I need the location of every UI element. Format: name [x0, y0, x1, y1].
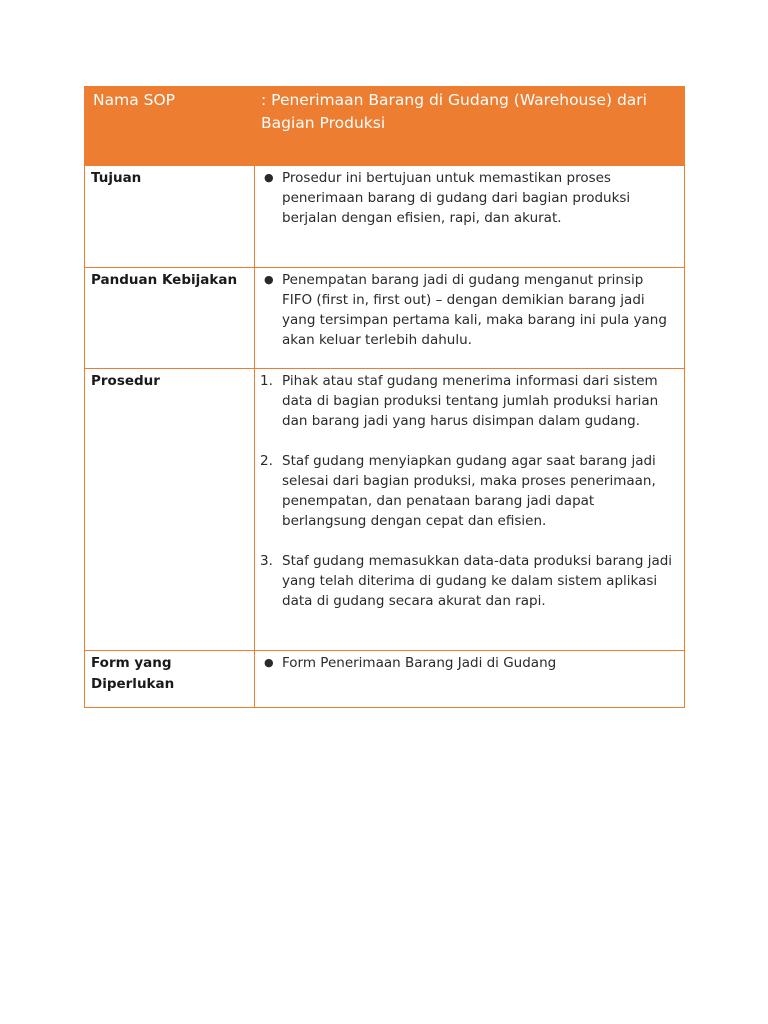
step-number: 1. — [260, 373, 273, 389]
prosedur-content — [255, 369, 685, 651]
prosedur-label: Prosedur — [85, 369, 255, 651]
row-panduan-kebijakan — [85, 268, 685, 369]
list-item-text: Penempatan barang jadi di gudang menganut prinsip FIFO (first in, first out) – dengan demikian barang jadi yang tersimpan pertama kali, maka barang ini pula yang akan keluar terlebih dahulu. — [282, 272, 667, 348]
list-item — [255, 270, 676, 350]
step-text: Staf gudang menyiapkan gudang agar saat barang jadi selesai dari bagian produksi, maka proses penerimaan, penempatan, dan penataan barang jadi dapat berlangsung dengan cepat dan efisien. — [282, 453, 656, 529]
panduan-kebijakan-label: Panduan Kebijakan — [85, 268, 255, 369]
step-text: Pihak atau staf gudang menerima informasi dari sistem data di bagian produksi tentang jumlah produksi harian dan barang jadi yang harus disimpan dalam gudang. — [282, 373, 659, 429]
prosedur-steps — [255, 371, 676, 611]
step-text: Staf gudang memasukkan data-data produksi barang jadi yang telah diterima di gudang ke dalam sistem aplikasi data di gudang secara akurat dan rapi. — [282, 553, 673, 609]
form-diperlukan-label: Form yang Diperlukan — [85, 651, 255, 708]
form-diperlukan-content — [255, 651, 685, 708]
procedure-step — [255, 551, 676, 611]
row-prosedur — [85, 369, 685, 651]
step-number: 3. — [260, 553, 273, 569]
bullet-icon: ● — [264, 171, 274, 184]
panduan-kebijakan-list — [255, 270, 676, 350]
procedure-step — [255, 371, 676, 431]
form-diperlukan-list — [255, 653, 676, 673]
bullet-icon: ● — [264, 656, 274, 669]
bullet-icon: ● — [264, 273, 274, 286]
sop-table — [84, 86, 685, 708]
list-item — [255, 653, 676, 673]
list-item — [255, 168, 676, 228]
sop-name-label: Nama SOP — [85, 87, 255, 166]
tujuan-list — [255, 168, 676, 228]
row-form-diperlukan — [85, 651, 685, 708]
sop-header-row — [85, 87, 685, 166]
procedure-step — [255, 451, 676, 531]
step-number: 2. — [260, 453, 273, 469]
sop-name-value: : Penerimaan Barang di Gudang (Warehouse) dari Bagian Produksi — [255, 87, 685, 166]
panduan-kebijakan-content — [255, 268, 685, 369]
tujuan-content — [255, 166, 685, 268]
list-item-text: Form Penerimaan Barang Jadi di Gudang — [282, 655, 557, 671]
tujuan-label: Tujuan — [85, 166, 255, 268]
list-item-text: Prosedur ini bertujuan untuk memastikan proses penerimaan barang di gudang dari bagian produksi berjalan dengan efisien, rapi, dan akurat. — [282, 170, 631, 226]
row-tujuan — [85, 166, 685, 268]
